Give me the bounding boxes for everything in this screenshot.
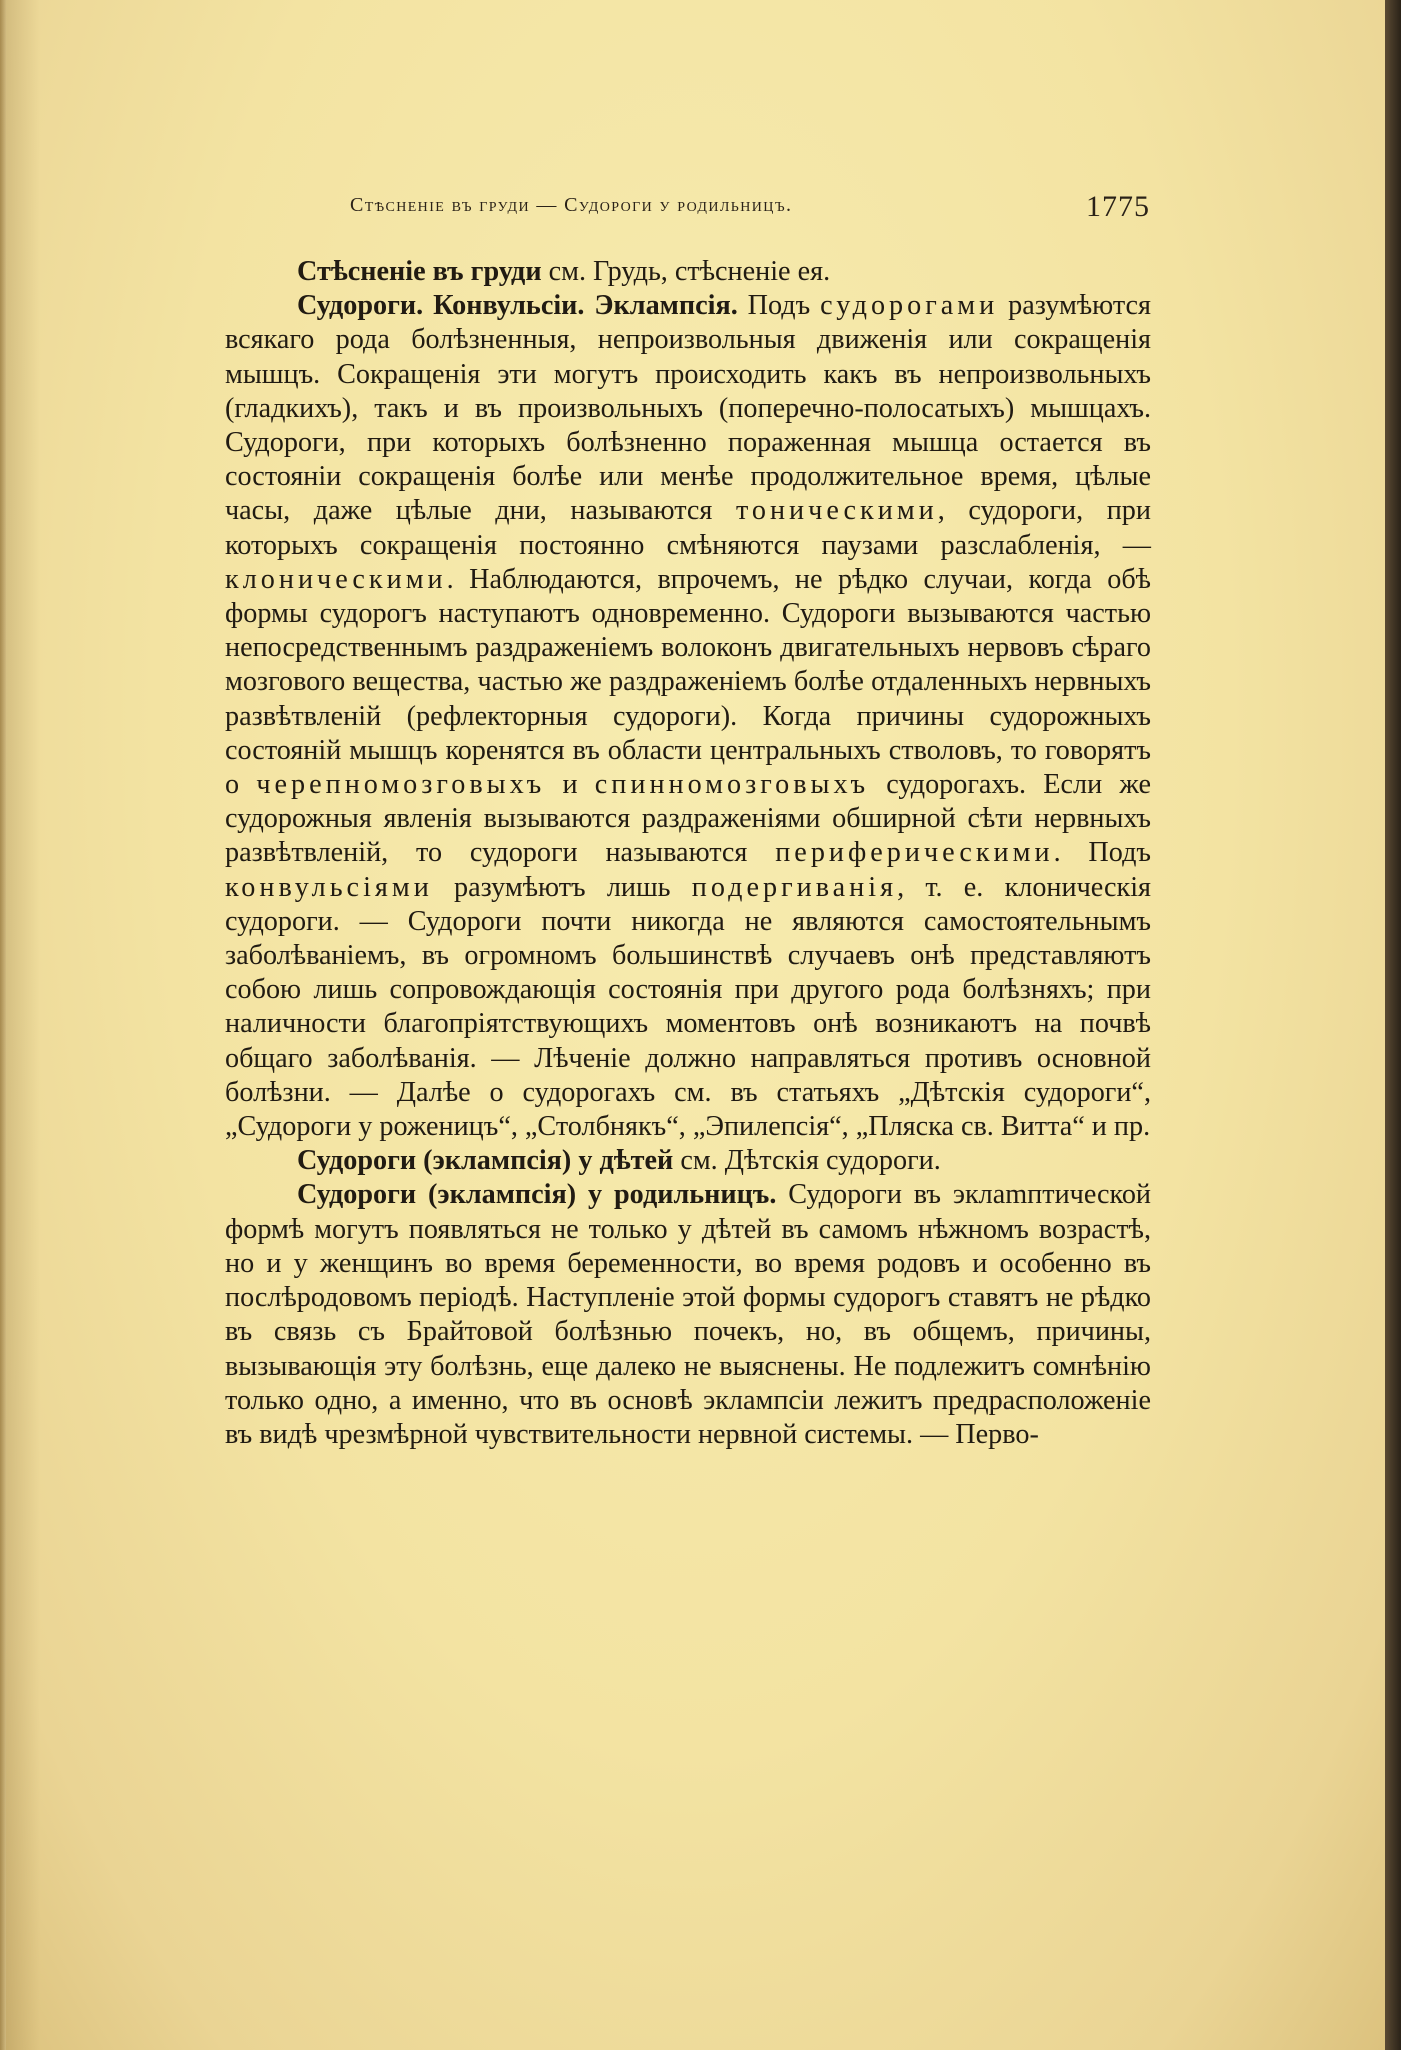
spaced-term: подергиванія — [691, 871, 898, 903]
entry-text: , судороги, при которыхъ сокращенія постоянно смѣняются паузами разслабленія, — — [225, 495, 1151, 561]
entry-children-eclampsia — [225, 1144, 1151, 1178]
entry-text: и — [545, 769, 595, 801]
entry-text: судорогахъ. Если же судорожныя явленія вызываются раздраженіями обширной сѣти нервныхъ развѣтвленій, то судороги называются — [225, 769, 1152, 869]
book-binding — [1385, 0, 1401, 2050]
spaced-term: конвульсіями — [225, 871, 433, 903]
spaced-term: периферическими — [775, 837, 1054, 869]
entry-convulsions — [225, 289, 1151, 1144]
entry-text: . Наблюдаются, впрочемъ, не рѣдко случаи, когда обѣ формы судорогъ наступаютъ одновременно. Судороги вызываются частью непосредственнымъ раздраженіемъ волоконъ двигательныхъ нервовъ сѣраго мозгового вещества, частью же раздраженіемъ болѣе отдаленныхъ нервныхъ развѣтвленій (рефлекторныя судороги). Когда причины судорожныхъ состояній мышцъ коренятся въ области центральныхъ стволовъ, то говорятъ о — [225, 563, 1151, 801]
entry-term: Судороги. Конвульсіи. Эклампсія. — [297, 290, 738, 322]
entry-puerperal-eclampsia — [225, 1178, 1151, 1452]
entry-chest-tightness — [225, 255, 1151, 289]
page-header — [340, 190, 1160, 230]
entry-term: Судороги (эклампсія) у родильницъ. — [297, 1179, 777, 1211]
entry-term: Стѣсненіе въ груди — [297, 256, 542, 287]
entry-term: Судороги (эклампсія) у дѣтей — [297, 1145, 674, 1177]
spaced-term: судорогами — [820, 290, 999, 322]
page-number: 1775 — [1086, 190, 1150, 223]
spaced-term: клоническими — [225, 563, 447, 595]
entry-text: разумѣютъ лишь — [432, 871, 692, 903]
entry-text: , т. е. клоническія судороги. — Судороги почти никогда не являются самостоятельнымъ заболѣваніемъ, въ огромномъ большинствѣ случаевъ онѣ представляютъ собою лишь сопровождающія состоянія при другого рода болѣзняхъ; при наличности благопріятствующихъ моментовъ онѣ возникаютъ на почвѣ общаго заболѣванія. — Лѣченіе должно направляться противъ основной болѣзни. — Далѣе о судорогахъ см. въ статьяхъ „Дѣтскія судороги“, „Судороги у роженицъ“, „Столбнякъ“, „Эпилепсія“, „Пляска св. Витта“ и пр. — [225, 871, 1151, 1143]
text-body — [225, 255, 1151, 1452]
entry-text: разумѣются всякаго рода болѣзненныя, непроизвольныя движенія или сокращенія мышцъ. Сокращенія эти могутъ происходить какъ въ непроизвольныхъ (гладкихъ), такъ и въ произвольныхъ (поперечно-полосатыхъ) мышцахъ. Судороги, при которыхъ болѣзненно пораженная мышца остается въ состояніи сокращенія болѣе или менѣе продолжительное время, цѣлые часы, даже цѣлые дни, называются — [225, 290, 1151, 527]
entry-text: . Подъ — [1053, 837, 1151, 869]
running-title: Стѣсненіе въ груди — Судороги у родильницъ. — [350, 194, 793, 216]
entry-text: Подъ — [737, 290, 821, 322]
entry-text: Судороги въ эклamптической формѣ могутъ появляться не только у дѣтей въ самомъ нѣжномъ возрастѣ, но и у женщинъ во время беременности, во время родовъ и особенно въ послѣродовомъ періодѣ. Наступленіе этой формы судорогъ ставятъ не рѣдко въ связь съ Брайтовой болѣзнью почекъ, но, въ общемъ, причины, вызывающія эту болѣзнь, еще далеко не выяснены. Не подлежитъ сомнѣнію только одно, а именно, что въ основѣ эклампсіи лежитъ предрасположеніе въ видѣ чрезмѣрной чувствительности нервной системы. — Перво- — [225, 1179, 1151, 1450]
spaced-term: тоническими — [735, 495, 938, 527]
page-edge — [0, 0, 6, 2050]
spaced-term: черепномозговыхъ — [256, 769, 546, 801]
page-shadow — [0, 0, 40, 2050]
spaced-term: спинномозговыхъ — [594, 769, 870, 801]
entry-text: см. Дѣтскія судороги. — [673, 1145, 941, 1177]
entry-text: см. Грудь, стѣсненіе ея. — [541, 256, 831, 287]
